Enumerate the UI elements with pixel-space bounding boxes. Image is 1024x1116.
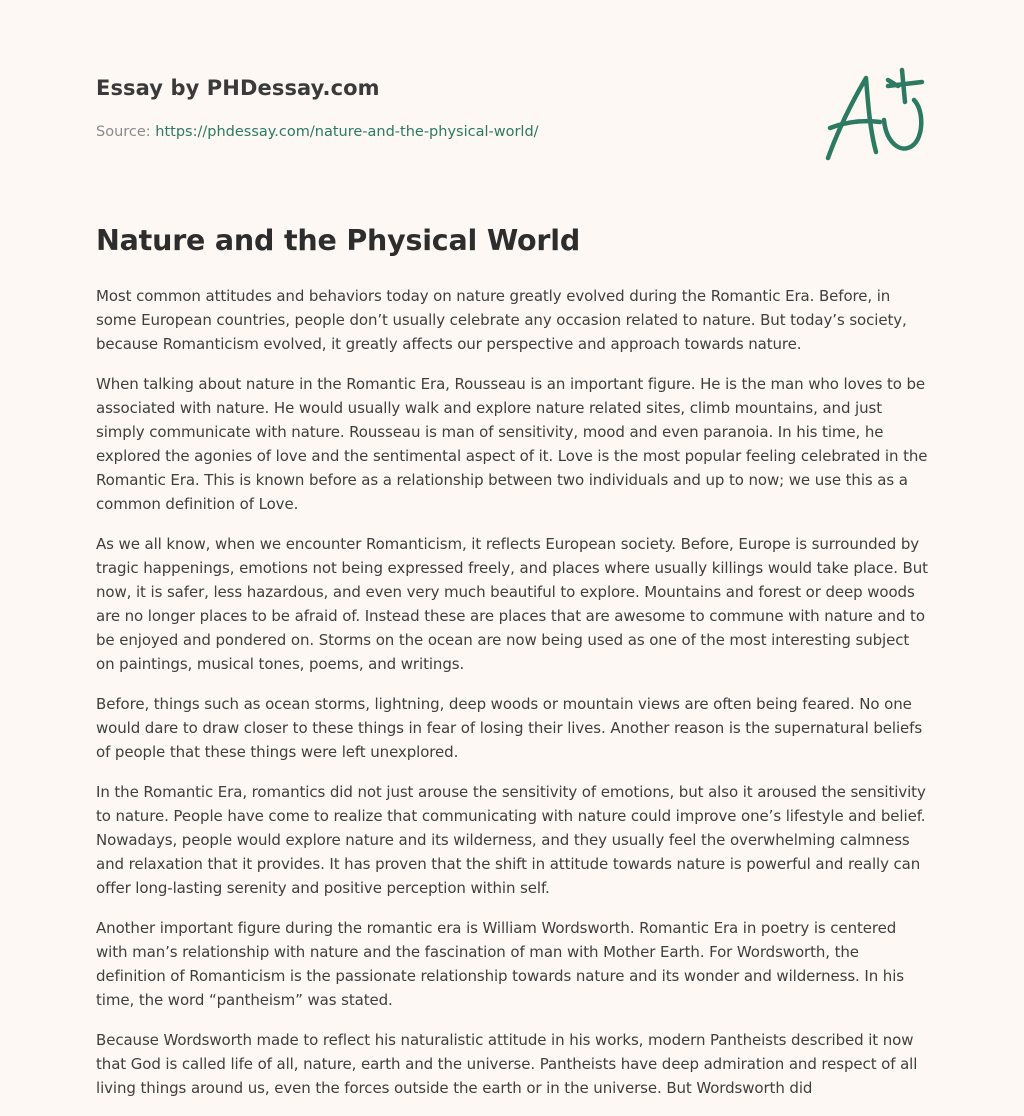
source-link[interactable]: https://phdessay.com/nature-and-the-physical-world/ — [155, 124, 539, 140]
article-paragraph: Before, things such as ocean storms, lightning, deep woods or mountain views are often being feared. No one would dare to draw closer to these things in fear of losing their lives. Another reason is the supernatural beliefs of people that these things were left unexplored. — [96, 695, 923, 761]
article-paragraph: Another important figure during the romantic era is William Wordsworth. Romantic Era in poetry is centered with man’s relationship with nature and the fascination of man with Mother Earth. For Wordsworth, the definition of Romanticism is the passionate relationship towards nature and its wonder and wilderness. In his time, the word “pantheism” was stated. — [96, 919, 904, 1009]
article-body — [96, 284, 931, 1116]
article-paragraph: Most common attitudes and behaviors today on nature greatly evolved during the Romantic Era. Before, in some European countries, people don’t usually celebrate any occasion related to nature. But today’s society, because Romanticism evolved, it greatly affects our perspective and approach towards nature. — [96, 287, 907, 353]
site-brand: Essay by PHDessay.com — [96, 76, 380, 100]
article-paragraph: In the Romantic Era, romantics did not just arouse the sensitivity of emotions, but also it aroused the sensitivity to nature. People have come to realize that communicating with nature could improve one’s lifestyle and belief. Nowadays, people would explore nature and its wilderness, and they usually feel the overwhelming calmness and relaxation that it provides. It has proven that the shift in attitude towards nature is powerful and really can offer long-lasting serenity and positive perception within self. — [96, 783, 926, 897]
a-plus-logo-icon — [816, 64, 932, 168]
article-paragraph: As we all know, when we encounter Romanticism, it reflects European society. Before, Europe is surrounded by tragic happenings, emotions not being expressed freely, and places where usually killings would take place. But now, it is safer, less hazardous, and even very much beautiful to explore. Mountains and forest or deep woods are no longer places to be afraid of. Instead these are places that are awesome to commune with nature and to be enjoyed and pondered on. Storms on the ocean are now being used as one of the most interesting subject on paintings, musical tones, poems, and writings. — [96, 535, 928, 673]
source-label: Source: — [96, 124, 151, 140]
article-title: Nature and the Physical World — [96, 224, 581, 257]
source-line — [96, 124, 539, 140]
article-paragraph: Because Wordsworth made to reflect his naturalistic attitude in his works, modern Pantheists described it now that God is called life of all, nature, earth and the universe. Pantheists have deep admiration and respect of all living things around us, even the forces outside the earth or in the universe. But Wordsworth did — [96, 1031, 918, 1097]
article-paragraph: When talking about nature in the Romantic Era, Rousseau is an important figure. He is the man who loves to be associated with nature. He would usually walk and explore nature related sites, climb mountains, and just simply communicate with nature. Rousseau is man of sensitivity, mood and even paranoia. In his time, he explored the agonies of love and the sentimental aspect of it. Love is the most popular feeling celebrated in the Romantic Era. This is known before as a relationship between two individuals and up to now; we use this as a common definition of Love. — [96, 375, 928, 513]
